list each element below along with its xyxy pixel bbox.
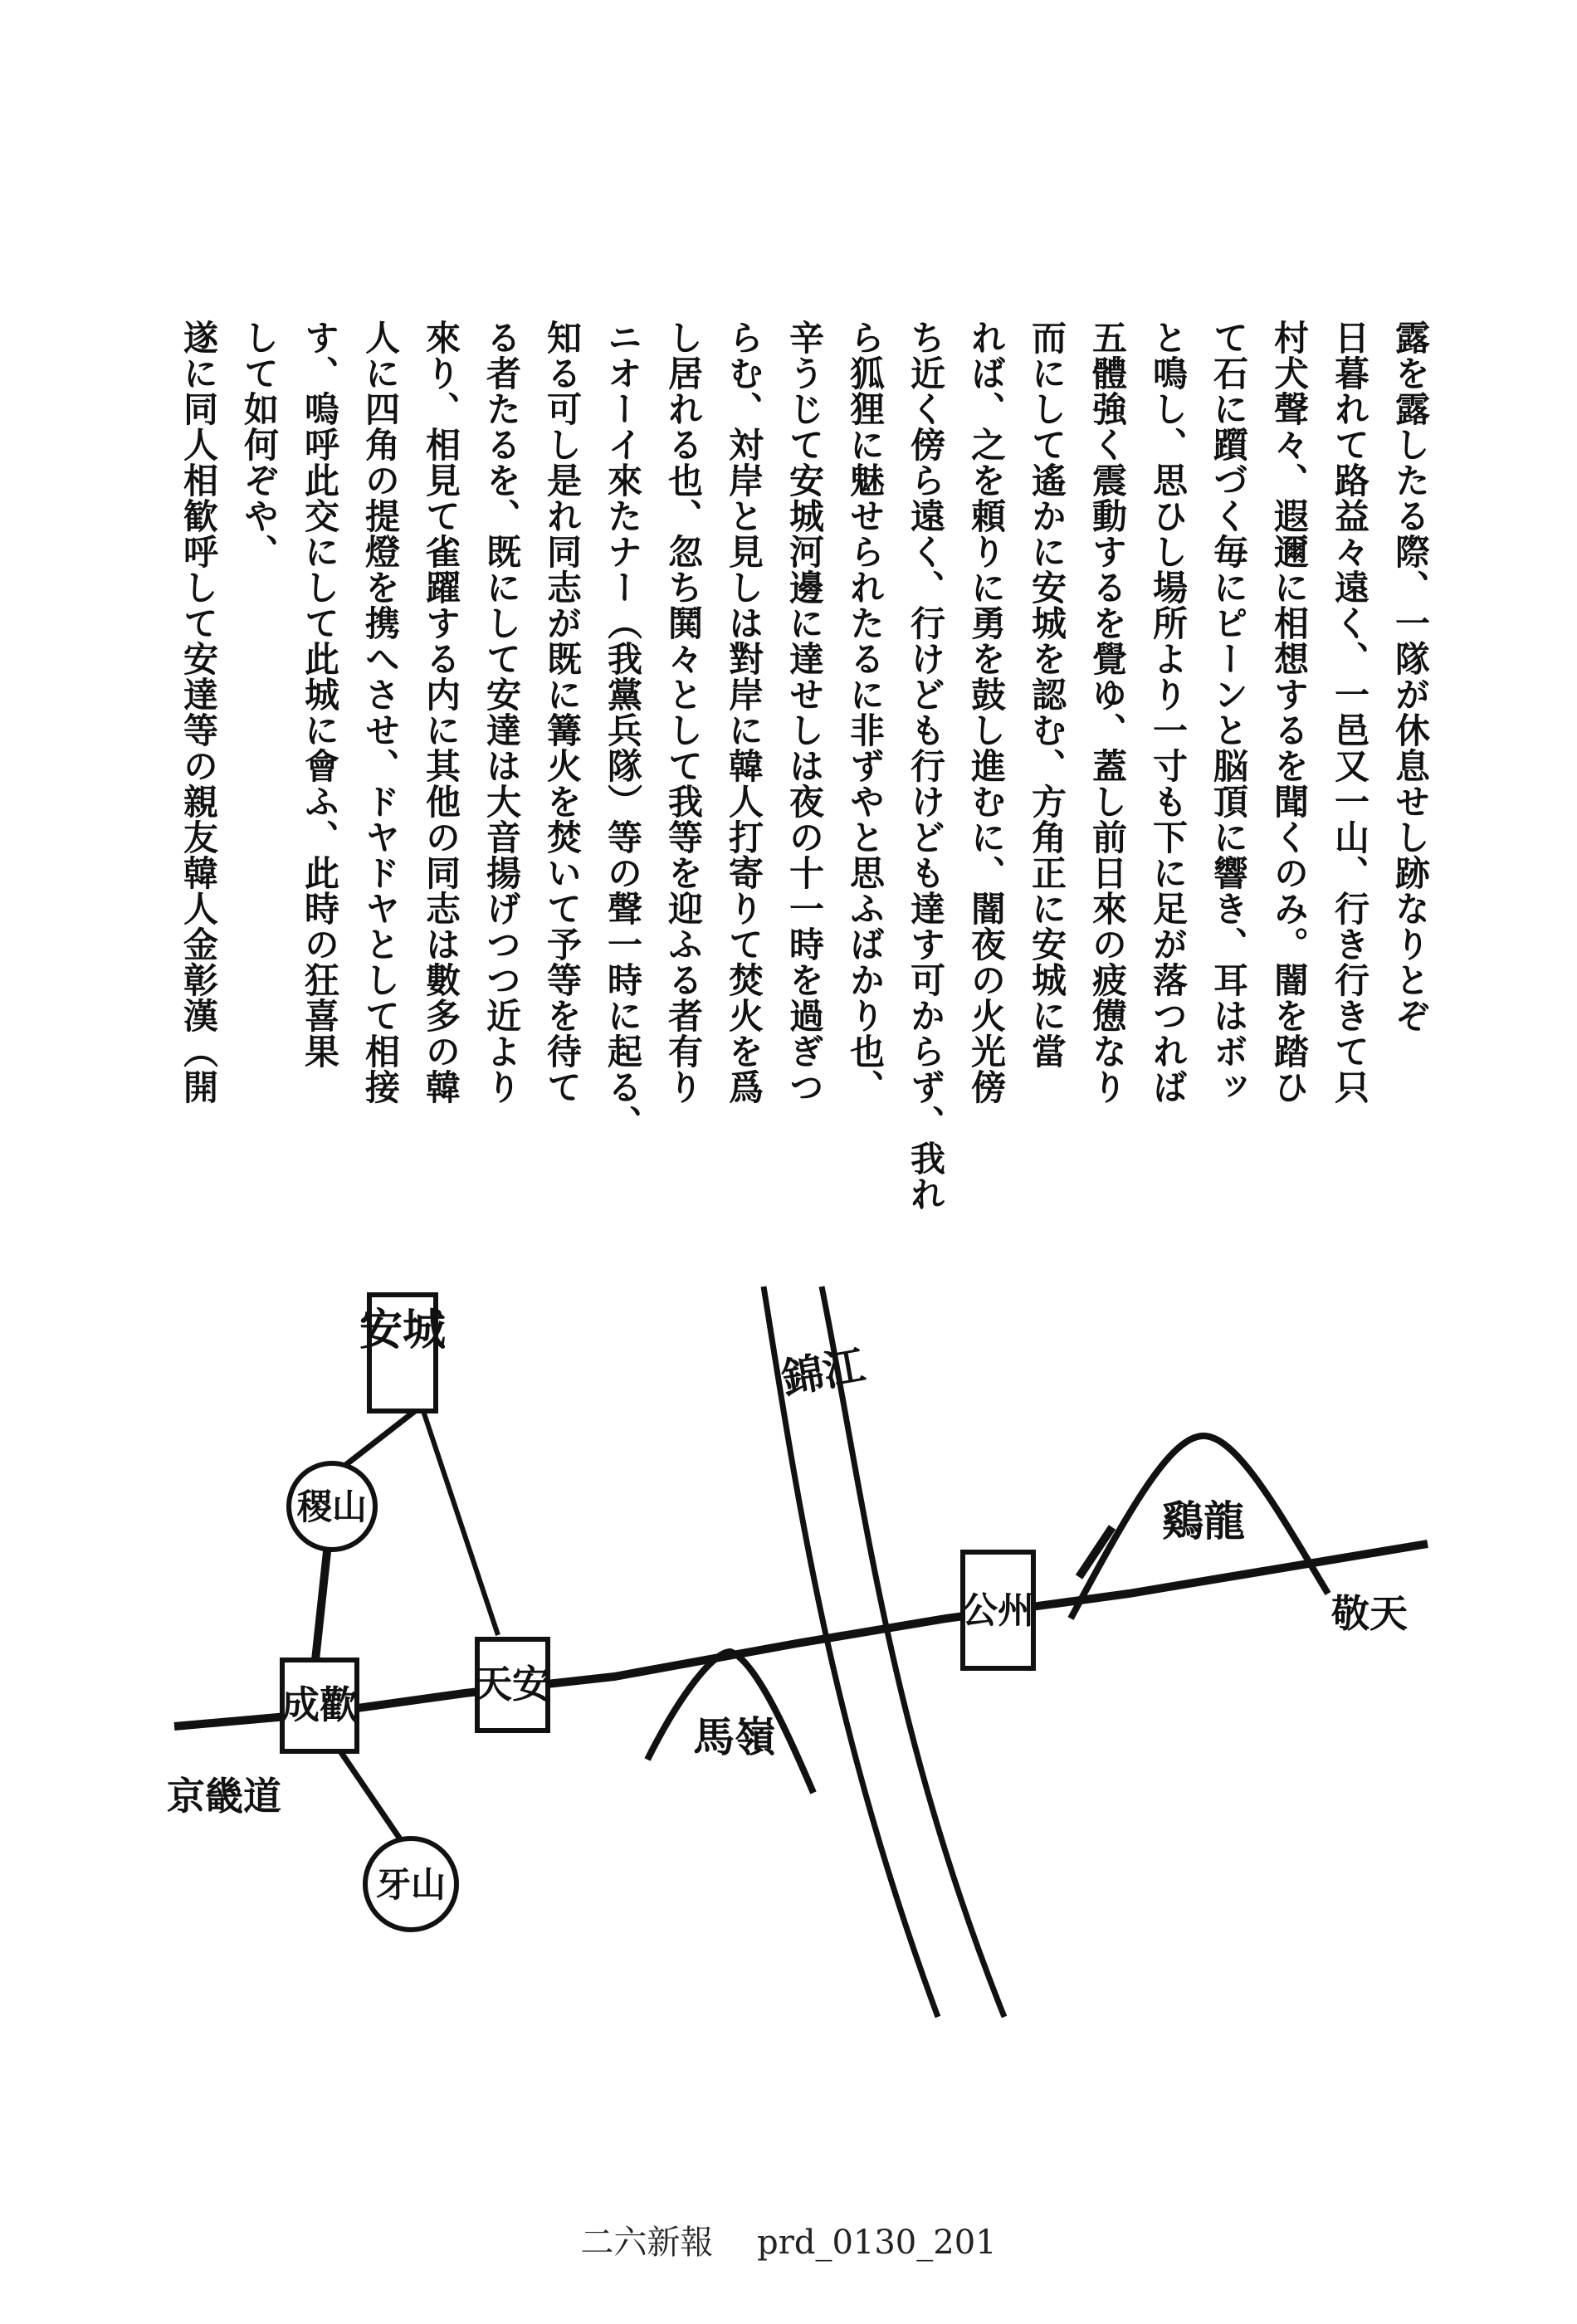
text-column: 五體強く震動するを覺ゆ、蓋し前日來の疲憊なり [1087, 320, 1128, 1105]
text-column: て石に躓づく毎にピーンと脳頂に響き、耳はボッ [1208, 320, 1249, 1105]
road-seonghwan-asan [340, 1751, 403, 1843]
place-label-yingshan: 稷山 [296, 1487, 368, 1527]
text-column: 而にして遙かに安城を認む、方角正に安城に當 [1027, 320, 1067, 1069]
text-column: 日暮れて路益々遠く、一邑又一山、行き行きて只 [1330, 320, 1370, 1105]
road-yingshan-seonghwan [315, 1544, 328, 1660]
place-label-gyeongcheon: 敬天 [1331, 1591, 1408, 1636]
text-column: ら狐狸に魅せられたるに非ずやと思ふばかり也、 [845, 320, 886, 1105]
place-label-gongju: 公州 [961, 1589, 1034, 1632]
text-column: と鳴し、思ひし場所より一寸も下に足が落つれば [1148, 320, 1189, 1105]
map-drawing [149, 1228, 1444, 2075]
text-column: 人に四角の提燈を携へさせ、ドヤドヤとして相接 [360, 320, 401, 1105]
page-footer [0, 2216, 1577, 2263]
place-label-gyeryong: 鷄龍 [1162, 1496, 1245, 1545]
place-label-kyonggi: 京畿道 [167, 1774, 281, 1819]
text-column: 來り、相見て雀躍する内に其他の同志は數多の韓 [421, 320, 461, 1105]
text-column: ニオーイ來たナー（我黨兵隊）等の聲一時に起る、 [603, 320, 643, 1140]
main-road [174, 1544, 1428, 1726]
route-map [149, 1228, 1444, 2075]
text-column: らむ、対岸と見しは對岸に韓人打寄りて焚火を爲 [724, 320, 764, 1105]
text-column: 露を露したる際、一隊が休息せし跡なりとぞ [1390, 320, 1431, 1033]
road-anseong-cheonan [423, 1411, 498, 1635]
road-anseong-yingshan [340, 1411, 415, 1469]
article-text [162, 320, 1440, 1212]
place-label-asan: 牙山 [375, 1864, 447, 1905]
text-column: る者たるを、既にして安達は大音揚げつつ近より [481, 320, 522, 1105]
footer-source: 二六新報 [580, 2224, 714, 2262]
text-column: して如何ぞや、 [239, 320, 280, 569]
footer-id: prd_0130_201 [757, 2224, 997, 2262]
place-label-river: 錦江 [778, 1340, 869, 1404]
text-column: れば、之を頼りに勇を鼓し進むに、闇夜の火光傍 [966, 320, 1007, 1105]
text-column: 辛うじて安城河邊に達せしは夜の十一時を過ぎつ [784, 320, 825, 1105]
text-column: 村犬聲々、遐邇に相想するを聞くのみ。闇を踏ひ [1269, 320, 1310, 1105]
place-label-seonghwan: 成歡 [281, 1682, 358, 1727]
text-column: 遂に同人相歓呼して安達等の親友韓人金彰漢（開 [178, 320, 219, 1105]
text-column: 知る可し是れ同志が既に篝火を焚いて予等を待て [542, 320, 583, 1105]
place-label-anseong: 安城 [359, 1305, 447, 1355]
text-column: し居れる也、忽ち鬨々として我等を迎ふる者有り [663, 320, 704, 1105]
place-label-maryeong: 馬嶺 [693, 1712, 776, 1761]
place-label-cheonan: 天安 [474, 1662, 550, 1706]
text-column: す、嗚呼此交にして此城に會ふ、此時の狂喜果 [300, 320, 340, 1069]
text-column: ち近く傍ら遠く、行けども行けども達す可からず、我れ [906, 320, 946, 1212]
